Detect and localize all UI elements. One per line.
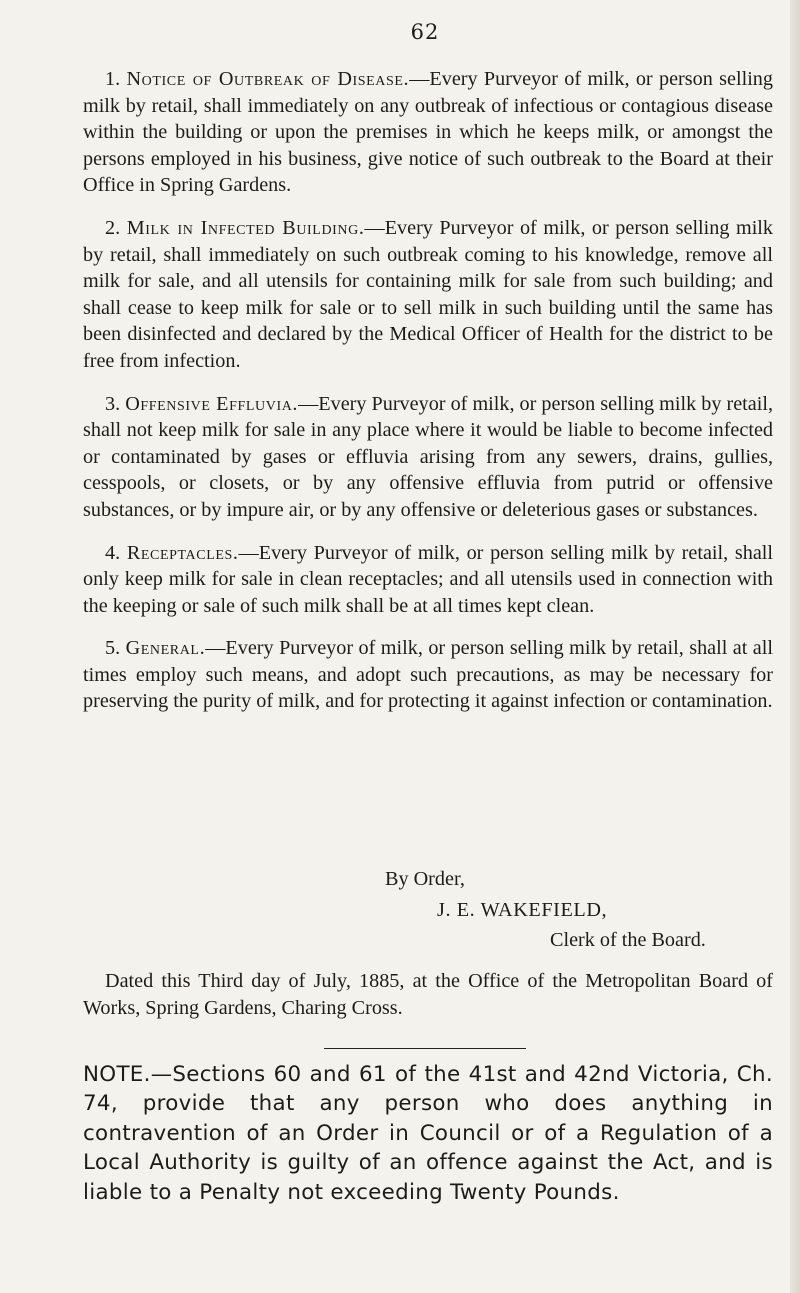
section-heading: Offensive Effluvia. <box>125 392 299 415</box>
clerk-title: Clerk of the Board. <box>550 929 706 951</box>
section-offensive-effluvia <box>83 391 773 524</box>
divider-rule <box>324 1048 526 1049</box>
section-number: 4. <box>105 541 121 564</box>
section-text: —Every Purveyor of milk, or person selling milk by retail, shall immediately on such outbreak coming to his knowledge, remove all milk for sale, and all utensils for containing milk for sale from such building; and shall cease to keep milk for sale or to sell milk in such building until the same has been disinfected and declared by the Medical Officer of Health for the district to be free from infection. <box>83 216 774 372</box>
section-heading: Notice of Outbreak of Disease. <box>126 68 410 90</box>
regulations-body <box>83 66 773 731</box>
section-number: 5. <box>105 637 121 660</box>
section-receptacles <box>83 540 773 620</box>
section-text: —Every Purveyor of milk, or person selling milk by retail, shall only keep milk for sale in clean receptacles; and all utensils used in connection with the keeping or sale of such milk shall be at all times kept clean. <box>83 541 773 617</box>
by-order-line: By Order, <box>385 868 465 890</box>
penalty-note: NOTE.—Sections 60 and 61 of the 41st and 42nd Victoria, Ch. 74, provide that any person who does anything in contravention of an Order in Council or of a Regulation of a Local Authority is guilty of an offence against the Act, and is liable to a Penalty not exceeding Twenty Pounds. <box>83 1062 773 1205</box>
clerk-name: J. E. WAKEFIELD, <box>437 899 608 921</box>
section-number: 2. <box>105 216 121 239</box>
section-number: 3. <box>105 392 121 415</box>
section-notice-of-outbreak <box>83 66 773 199</box>
dated-statement: Dated this Third day of July, 1885, at the Office of the Metropolitan Board of Works, Spring Gardens, Charing Cross. <box>83 970 773 1019</box>
section-heading: Milk in Infected Building. <box>126 216 365 239</box>
section-milk-in-infected-building <box>83 215 773 375</box>
page-number: 62 <box>410 20 440 44</box>
page-edge <box>790 0 800 1293</box>
section-heading: General. <box>125 637 206 660</box>
section-number: 1. <box>105 68 121 90</box>
section-text: —Every Purveyor of milk, or person selling milk by retail, shall at all times employ such means, and adopt such precautions, as may be necessary for preserving the purity of milk, and for protecting it against infection or contamination. <box>83 637 773 713</box>
section-text: —Every Purveyor of milk, or person selling milk by retail, shall immediately on any outbreak of infectious or contagious disease within the building or upon the premises in which he keeps milk, or amongst the persons employed in his business, give notice of such outbreak to the Board at their Office in Spring Gardens. <box>83 68 773 197</box>
section-text: —Every Purveyor of milk, or person selling milk by retail, shall not keep milk for sale in any place where it would be liable to become infected or contaminated by gases or effluvia arising from any sewers, drains, gullies, cesspools, or closets, or by any offensive effluvia from putrid or offensive substances, or by impure air, or by any offensive or deleterious gases or substances. <box>83 392 773 521</box>
section-heading: Receptacles. <box>126 541 239 564</box>
section-general <box>83 635 773 715</box>
